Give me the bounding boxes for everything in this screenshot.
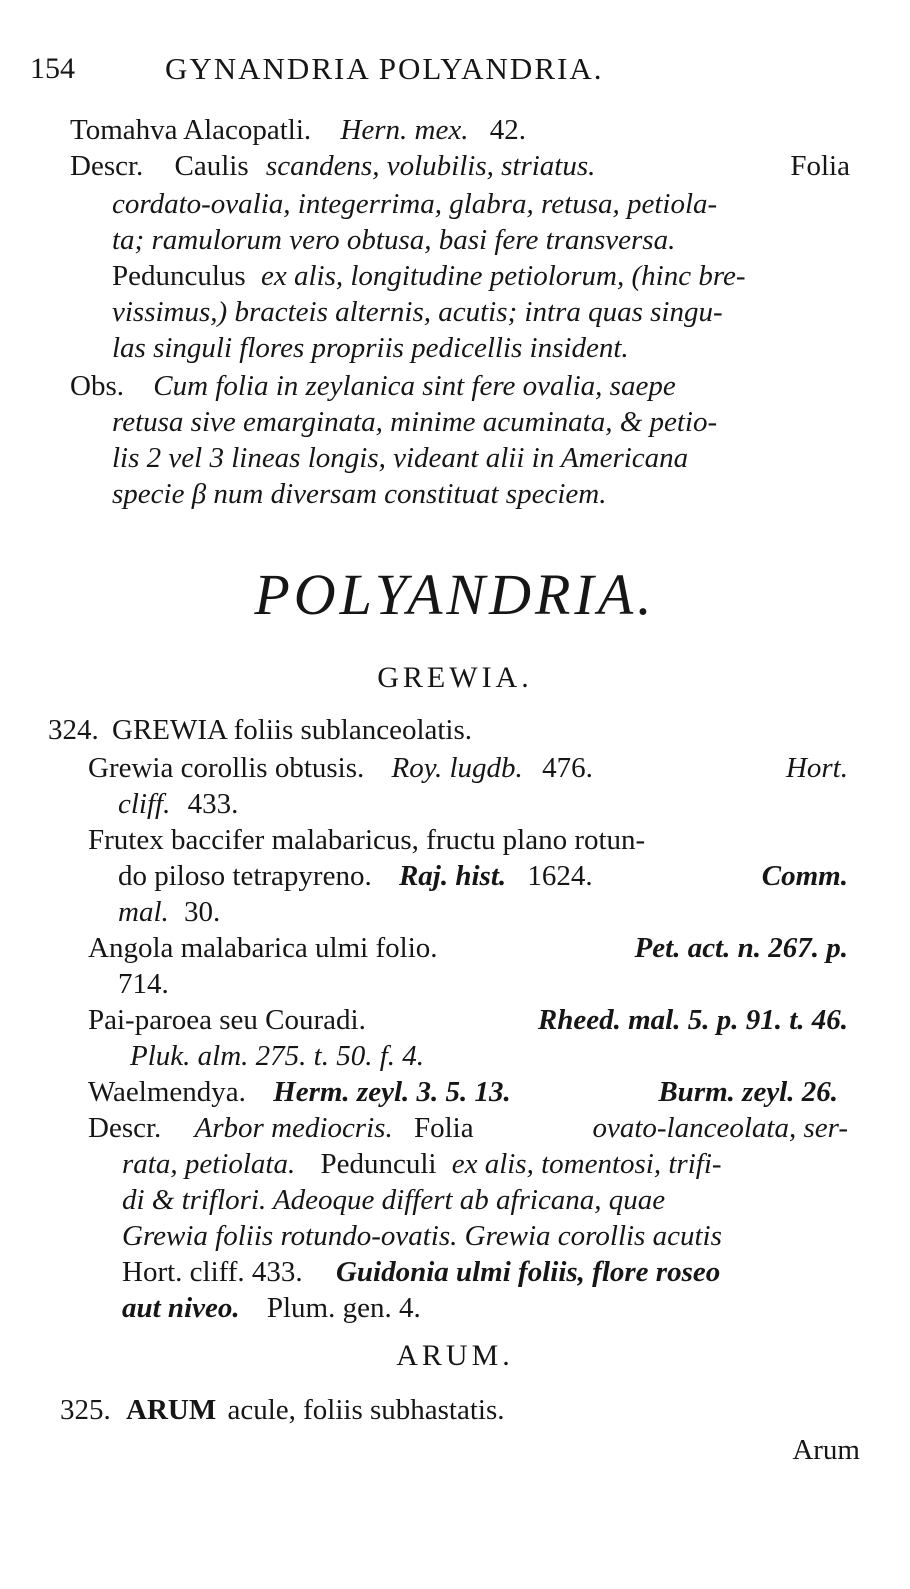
descr-label: Descr. [88,1112,162,1144]
obs-label: Obs. [70,370,124,402]
synonym-line: do piloso tetrapyreno. Raj. hist. 1624. Comm. [118,860,848,892]
running-head: GYNANDRIA POLYANDRIA. [165,51,604,86]
entry-line: Obs. Cum folia in zeylanica sint fere ovalia, saepe [70,370,676,402]
entry-line: ta; ramulorum vero obtusa, basi fere transversa. [112,224,676,256]
entry-line: vissimus,) bracteis alternis, acutis; intra quas singu- [112,296,723,328]
citation-page: 42. [489,114,526,146]
catchword: Arum [792,1434,860,1466]
citation: Hern. mex. [340,114,469,146]
descr-line: Descr. Arbor mediocris. Folia ovato-lanceolata, ser- [88,1112,848,1144]
genus-heading: ARUM. [396,1339,514,1372]
genus-name: ARUM [126,1394,217,1426]
descr-line: di & triflori. Adeoque differt ab africana, quae [122,1184,666,1216]
section-title: POLYANDRIA. [254,562,656,627]
descr-line: Grewia foliis rotundo-ovatis. Grewia corollis acutis [122,1220,722,1252]
entry-line: lis 2 vel 3 lineas longis, videant alii in Americana [112,442,689,474]
page-number: 154 [30,52,75,85]
species-entry [60,1392,505,1428]
species-entry [48,712,472,748]
synonym-line: Pluk. alm. 275. t. 50. f. 4. [130,1040,425,1072]
synonym-line: Waelmendya. Herm. zeyl. 3. 5. 13. Burm. zeyl. 26. [88,1076,838,1108]
entry-line: specie β num diversam constituat speciem. [112,478,607,510]
species-diagnosis: acule, foliis subhastatis. [227,1394,505,1426]
species-number: 325. [60,1394,111,1426]
descr-line: aut niveo. Plum. gen. 4. [122,1292,421,1324]
synonym-line: mal. 30. [118,896,221,928]
species-diagnosis: foliis sublanceolatis. [233,714,473,746]
entry-line: Pedunculus ex alis, longitudine petiolorum, (hinc bre- [112,260,746,292]
synonym-line: 714. [118,968,169,1000]
synonym-line: Pai-paroea seu Couradi. Rheed. mal. 5. p. 91. t. 46. [88,1004,848,1036]
synonym-line: Grewia corollis obtusis. Roy. lugdb. 476. Hort. [88,752,848,784]
descr-line: Hort. cliff. 433. Guidonia ulmi foliis, flore roseo [122,1256,721,1288]
entry-line: las singuli flores propriis pedicellis insident. [112,332,629,364]
synonym-line: cliff. 433. [118,788,239,820]
synonym-line: Angola malabarica ulmi folio. Pet. act. n. 267. p. [88,932,848,964]
entry-line: cordato-ovalia, integerrima, glabra, retusa, petiola- [112,188,718,220]
genus-name: GREWIA [112,714,227,746]
entry-line: retusa sive emarginata, minime acuminata, & petio- [112,406,718,438]
descr-label: Descr. [70,150,144,182]
species-number: 324. [48,714,99,746]
genus-heading: GREWIA. [377,661,533,694]
entry-line [70,112,526,148]
synonym-line: Frutex baccifer malabaricus, fructu plano rotun- [88,824,646,856]
synonym-name: Tomahva Alacopatli. [70,114,312,146]
descr-line: rata, petiolata. Pedunculi ex alis, tomentosi, trifi- [122,1148,722,1180]
entry-line: Descr. Caulis scandens, volubilis, striatus. Folia [70,150,850,182]
